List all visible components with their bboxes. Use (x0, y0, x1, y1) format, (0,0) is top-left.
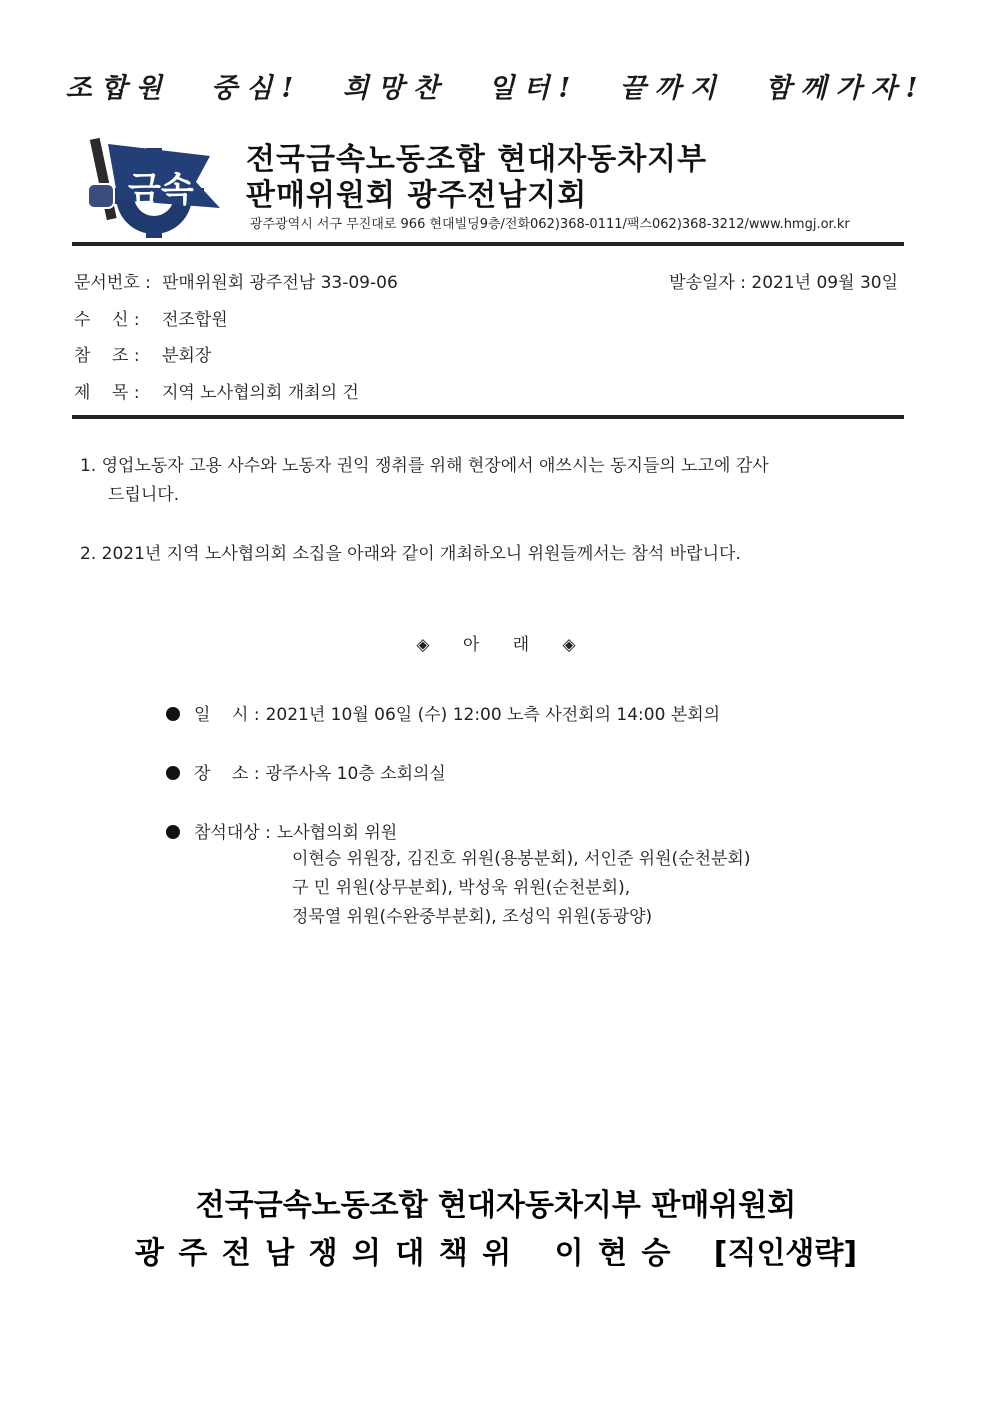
footer-signatory: 광 주 전 남 쟁 의 대 책 위 이 현 승 [직인생략] (134, 1236, 858, 1271)
attendee-line: 구 민 위원(상무분회), 박성욱 위원(순천분회), (292, 878, 631, 898)
location-label: 장 소 : (194, 764, 260, 784)
item-attendees (166, 818, 397, 843)
send-date-label: 발송일자 : (669, 273, 746, 293)
doc-number-label: 문서번호 : (74, 273, 151, 293)
footer-org: 전국금속노동조합 현대자동차지부 판매위원회 (195, 1188, 797, 1223)
paragraph-2: 2. 2021년 지역 노사협의회 소집을 아래와 같이 개최하오니 위원들께서는 참석 바랍니다. (80, 544, 741, 564)
attendees-title: 노사협의회 위원 (276, 823, 398, 843)
attendee-line: 정묵열 위원(수완중부분회), 조성익 위원(동광양) (292, 907, 653, 927)
paragraph-1-line1: 1. 영업노동자 고용 사수와 노동자 권익 쟁취를 위해 현장에서 애쓰시는 동지들의 노고에 감사 (80, 456, 769, 476)
logo-text: 금속 (128, 170, 194, 210)
org-name-line1: 전국금속노동조합 현대자동차지부 (246, 142, 708, 177)
bullet-icon (166, 766, 180, 780)
subject: 지역 노사협의회 개최의 건 (162, 383, 359, 403)
slogan: 조합원 중심! 희망찬 일터! 끝까지 함께가자! (65, 73, 927, 104)
below-heading: ◈ 아 래 ◈ (416, 635, 576, 655)
subject-label: 제 목 : (74, 383, 140, 403)
doc-number: 판매위원회 광주전남 33-09-06 (162, 273, 398, 293)
paragraph-1-line2: 드립니다. (108, 485, 180, 505)
recipient-row (74, 305, 228, 330)
meta-divider (72, 415, 904, 419)
recipient: 전조합원 (162, 310, 228, 330)
bullet-icon (166, 707, 180, 721)
location-value: 광주사옥 10층 소회의실 (265, 764, 446, 784)
attendee-line: 이현승 위원장, 김진호 위원(용봉분회), 서인준 위원(순천분회) (292, 849, 751, 869)
org-address: 광주광역시 서구 무진대로 966 현대빌딩9층/전화062)368-0111/팩스062)368-3212/www.hmgj.or.kr (250, 217, 850, 232)
doc-number-row (74, 268, 398, 293)
reference-row (74, 341, 211, 366)
union-logo (84, 130, 224, 240)
send-date: 2021년 09월 30일 (751, 273, 898, 293)
datetime-label: 일 시 : (194, 705, 260, 725)
attendees-label: 참석대상 : (194, 823, 271, 843)
header-divider (72, 242, 904, 246)
bullet-icon (166, 825, 180, 839)
subject-row (74, 378, 359, 403)
org-name-line2: 판매위원회 광주전남지회 (246, 178, 588, 213)
item-location (166, 759, 446, 784)
datetime-value: 2021년 10월 06일 (수) 12:00 노측 사전회의 14:00 본회의 (265, 705, 721, 725)
item-datetime (166, 700, 720, 725)
reference: 분회장 (162, 346, 212, 366)
reference-label: 참 조 : (74, 346, 140, 366)
send-date-row (669, 268, 898, 293)
recipient-label: 수 신 : (74, 310, 140, 330)
attendee-list (292, 845, 750, 932)
